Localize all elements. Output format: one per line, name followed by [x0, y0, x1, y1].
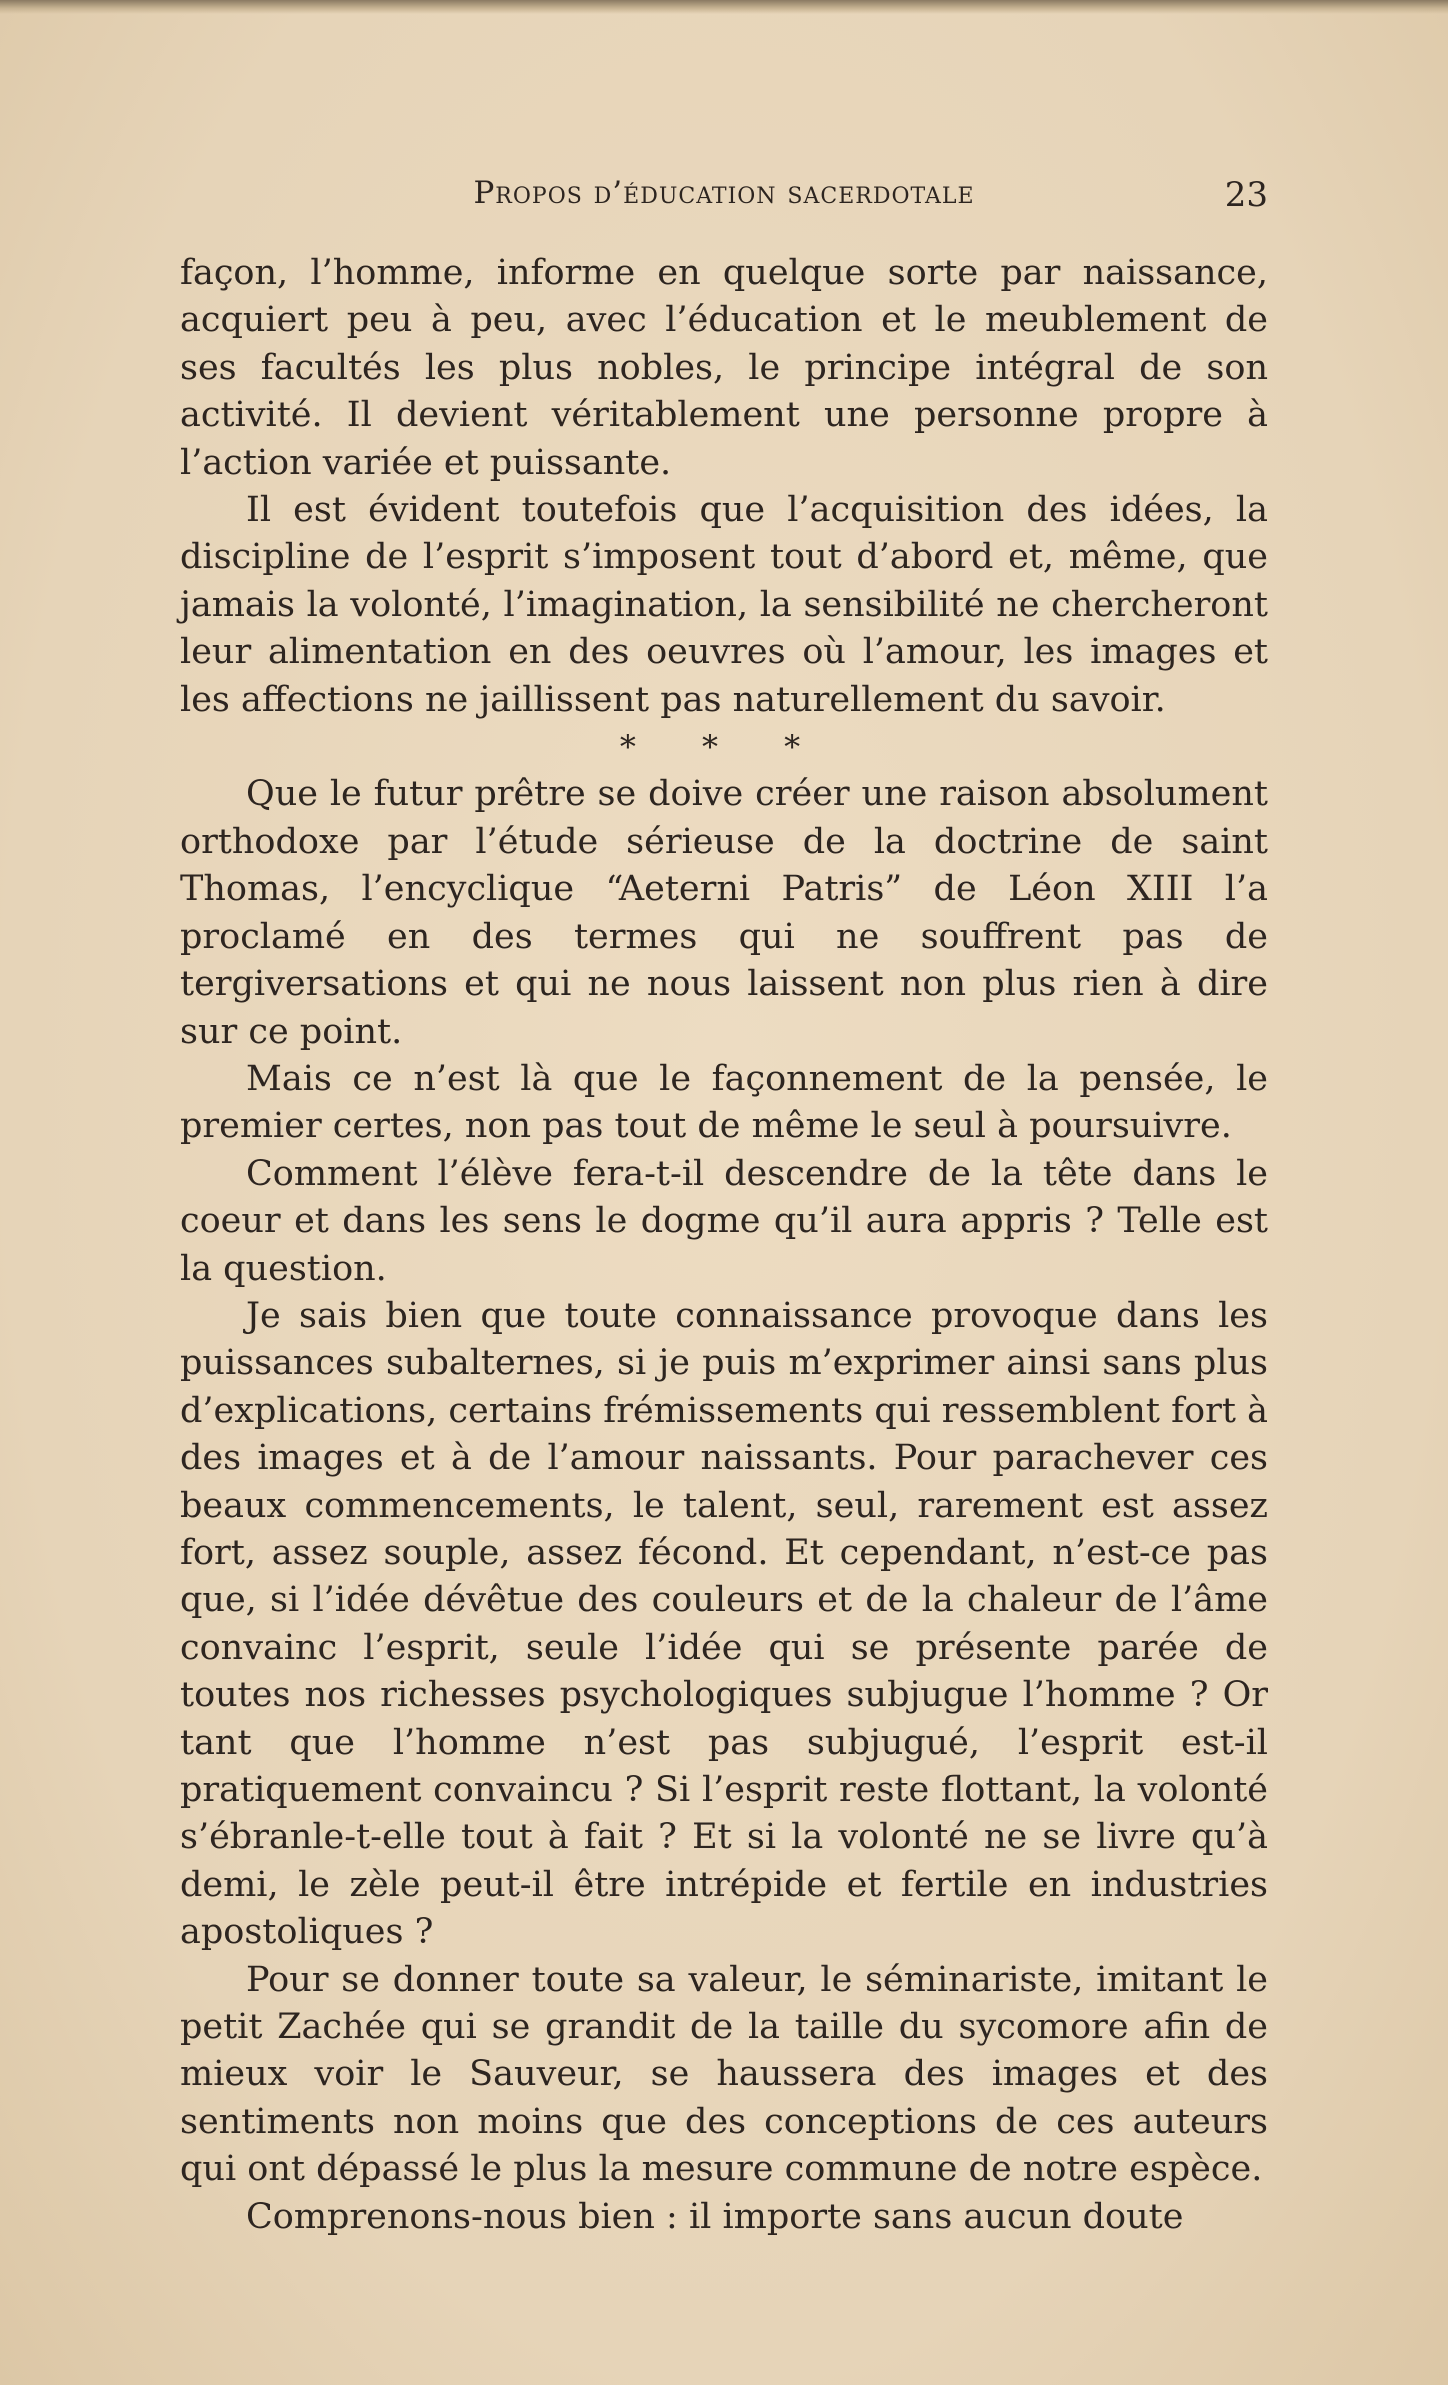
body-text — [180, 250, 1268, 2241]
running-title: Propos d’éducation sacerdotale — [473, 175, 975, 211]
section-separator: * * * — [619, 728, 829, 767]
paragraph: Comment l’élève fera-t-il descendre de la tête dans le coeur et dans les sens le dogme qu’il aura appris ? Telle est la question. — [180, 1153, 1268, 1289]
paragraph: Mais ce n’est là que le façonnement de la pensée, le premier certes, non pas tout de même le seul à poursuivre. — [180, 1058, 1268, 1147]
page-number: 23 — [1224, 175, 1268, 215]
paragraph: Que le futur prêtre se doive créer une raison absolument orthodoxe par l’étude sérieuse de la doctrine de saint Thomas, l’encyclique “Aeterni Patris” de Léon XIII l’a proclamé en des termes qui ne souffrent pas de tergiversations et qui ne nous laissent non plus rien à dire sur ce point. — [180, 774, 1268, 1052]
page-header — [180, 175, 1268, 217]
paragraph: Il est évident toutefois que l’acquisition des idées, la discipline de l’esprit s’imposent tout d’abord et, même, que jamais la volonté, l’imagination, la sensibilité ne chercheront leur alimentation en des oeuvres où l’amour, les images et les affections ne jaillissent pas naturellement du savoir. — [180, 490, 1268, 720]
paragraph: Comprenons-nous bien : il importe sans aucun doute — [246, 2196, 1184, 2237]
paragraph: façon, l’homme, informe en quelque sorte par naissance, acquiert peu à peu, avec l’éducation et le meublement de ses facultés les plus nobles, le principe intégral de son activité. Il devient véritablement une personne propre à l’action variée et puissante. — [180, 253, 1268, 483]
paragraph: Je sais bien que toute connaissance provoque dans les puissances subalternes, si je puis m’exprimer ainsi sans plus d’explications, certains frémissements qui ressemblent fort à des images et à de l’amour naissants. Pour parachever ces beaux commencements, le talent, seul, rarement est assez fort, assez souple, assez fécond. Et cependant, n’est-ce pas que, si l’idée dévêtue des couleurs et de la chaleur de l’âme convainc l’esprit, seule l’idée qui se présente parée de toutes nos richesses psychologiques subjugue l’homme ? Or tant que l’homme n’est pas subjugué, l’esprit est-il pratiquement convaincu ? Si l’esprit reste flottant, la volonté s’ébranle-t-elle tout à fait ? Et si la volonté ne se livre qu’à demi, le zèle peut-il être intrépide et fertile en industries apostoliques ? — [180, 1295, 1268, 1953]
page-top-edge — [0, 0, 1448, 14]
paragraph: Pour se donner toute sa valeur, le séminariste, imitant le petit Zachée qui se grandit de la taille du sycomore afin de mieux voir le Sauveur, se haussera des images et des sentiments non moins que des conceptions de ces auteurs qui ont dépassé le plus la mesure commune de notre espèce. — [180, 1959, 1268, 2190]
